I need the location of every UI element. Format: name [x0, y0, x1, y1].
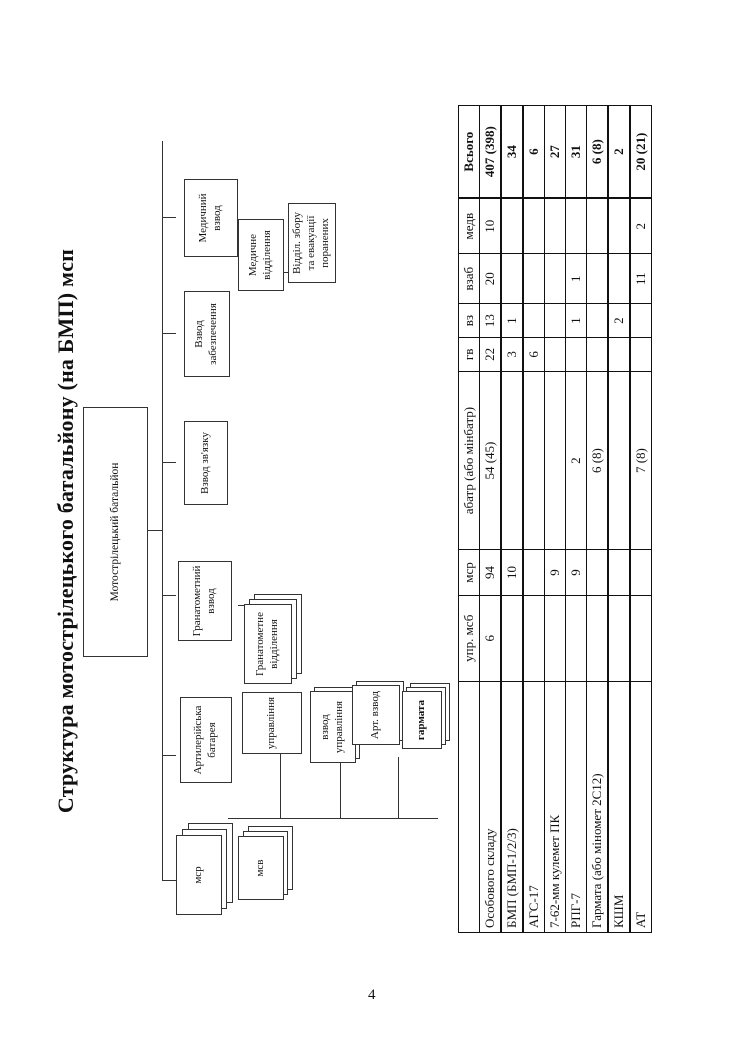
table-cell: 407 (398) — [480, 106, 502, 199]
table-cell: БМП (БМП-1/2/3) — [501, 681, 523, 932]
table-cell — [587, 254, 609, 304]
table-cell — [608, 371, 630, 550]
table-cell — [608, 595, 630, 681]
table-cell: 7 (8) — [630, 371, 652, 550]
table-cell — [523, 371, 545, 550]
table-header-cell: абатр (або мінбатр) — [459, 371, 480, 550]
table-cell: 11 — [630, 254, 652, 304]
connector — [162, 217, 176, 218]
table-cell — [566, 198, 587, 253]
table-cell: 20 — [480, 254, 502, 304]
table-cell: 9 — [545, 550, 566, 595]
table-cell: 3 — [501, 338, 523, 372]
table-header-cell: Всього — [459, 106, 480, 199]
table-header-cell: упр. мсб — [459, 595, 480, 681]
table-cell: 1 — [566, 254, 587, 304]
table-cell — [523, 254, 545, 304]
table-cell — [523, 198, 545, 253]
table-cell: 22 — [480, 338, 502, 372]
table-cell: АТ — [630, 681, 652, 932]
table-header-cell: мср — [459, 550, 480, 595]
table-header-row — [459, 106, 480, 933]
table-cell — [545, 254, 566, 304]
table-cell: 7-62-мм кулемет ПК — [545, 681, 566, 932]
table-cell: РПГ-7 — [566, 681, 587, 932]
table-cell: КШМ — [608, 681, 630, 932]
org-unit-command-platoon: взвод управління — [310, 691, 356, 763]
table-cell: 2 — [608, 304, 630, 338]
table-cell — [501, 198, 523, 253]
org-unit-artillery-platoon: Арт. взвод — [352, 685, 400, 745]
table-row — [608, 106, 630, 933]
table-cell — [630, 550, 652, 595]
page-title: Структура мотострілецького батальйону (на БМП) мсп — [53, 248, 78, 814]
equipment-table — [458, 105, 652, 933]
table-cell — [630, 338, 652, 372]
table-cell — [587, 595, 609, 681]
org-unit-supply-platoon: Взвод забезпечення — [184, 291, 230, 377]
table-cell: 54 (45) — [480, 371, 502, 550]
table-row — [480, 106, 502, 933]
org-unit-command: управління — [242, 692, 302, 754]
table-cell — [587, 338, 609, 372]
connector — [162, 333, 176, 334]
connector — [162, 755, 176, 756]
org-unit-evacuation-squad: Відділ. збору та евакуації поранених — [288, 203, 336, 283]
table-cell: АГС-17 — [523, 681, 545, 932]
table-cell: 20 (21) — [630, 106, 652, 199]
table-cell: 94 — [480, 550, 502, 595]
connector — [398, 757, 399, 819]
table-cell: 6 (8) — [587, 106, 609, 199]
table-cell — [523, 304, 545, 338]
org-unit-medical-squad: Медичне відділення — [238, 219, 284, 291]
table-cell: 2 — [630, 198, 652, 253]
connector — [280, 754, 281, 819]
table-cell — [545, 371, 566, 550]
page-number: 4 — [368, 987, 376, 1003]
table-cell — [523, 550, 545, 595]
org-unit-grenade-platoon: Гранатометний взвод — [178, 561, 232, 641]
table-cell — [608, 338, 630, 372]
table-cell — [566, 595, 587, 681]
table-cell — [545, 304, 566, 338]
table-cell — [608, 254, 630, 304]
connector — [340, 759, 341, 819]
table-header-cell: взаб — [459, 254, 480, 304]
connector — [148, 530, 162, 531]
table-cell — [608, 198, 630, 253]
table-cell — [630, 595, 652, 681]
table-cell — [523, 595, 545, 681]
connector — [162, 880, 176, 881]
connector — [228, 818, 438, 819]
table-cell: 31 — [566, 106, 587, 199]
table-cell: 1 — [566, 304, 587, 338]
table-header-cell — [459, 681, 480, 932]
org-unit-signal-platoon: Взвод зв'язку — [184, 421, 228, 505]
table-cell — [566, 338, 587, 372]
table-cell: 6 — [523, 106, 545, 199]
table-cell — [630, 304, 652, 338]
org-unit-medical-platoon: Медичний взвод — [184, 179, 238, 257]
table-row — [566, 106, 587, 933]
connector — [162, 141, 163, 881]
table-cell — [545, 595, 566, 681]
table-cell: 34 — [501, 106, 523, 199]
connector — [162, 462, 176, 463]
table-cell: 10 — [480, 198, 502, 253]
table-cell: 2 — [608, 106, 630, 199]
org-unit-msv: мсв — [238, 836, 284, 900]
table-row — [523, 106, 545, 933]
table-cell: 9 — [566, 550, 587, 595]
table-cell: 10 — [501, 550, 523, 595]
table-cell: 2 — [566, 371, 587, 550]
org-unit-gun: гармата — [402, 691, 442, 749]
table-cell — [501, 595, 523, 681]
table-row — [545, 106, 566, 933]
table-cell: 6 — [523, 338, 545, 372]
table-header-cell: медв — [459, 198, 480, 253]
table-row — [587, 106, 609, 933]
table-row — [501, 106, 523, 933]
table-cell — [545, 338, 566, 372]
org-unit-grenade-squad: Гранатометне відділення — [244, 604, 292, 684]
table-cell: 6 (8) — [587, 371, 609, 550]
org-unit-artillery-battery: Артилерійська батарея — [180, 697, 232, 783]
table-cell — [587, 550, 609, 595]
table-cell: 27 — [545, 106, 566, 199]
table-header-cell: гв — [459, 338, 480, 372]
table-cell: 6 — [480, 595, 502, 681]
table-cell — [587, 304, 609, 338]
table-header-cell: вз — [459, 304, 480, 338]
connector — [162, 595, 176, 596]
table-cell: 13 — [480, 304, 502, 338]
table-cell: Гармата (або міномет 2С12) — [587, 681, 609, 932]
org-unit-msr: мср — [176, 835, 222, 915]
table-cell — [587, 198, 609, 253]
org-root: Мотострілецький батальйон — [83, 407, 148, 657]
table-cell — [608, 550, 630, 595]
table-cell: Особового складу — [480, 681, 502, 932]
table-cell: 1 — [501, 304, 523, 338]
table-row — [630, 106, 652, 933]
table-cell — [545, 198, 566, 253]
table-cell — [501, 254, 523, 304]
table-cell — [501, 371, 523, 550]
